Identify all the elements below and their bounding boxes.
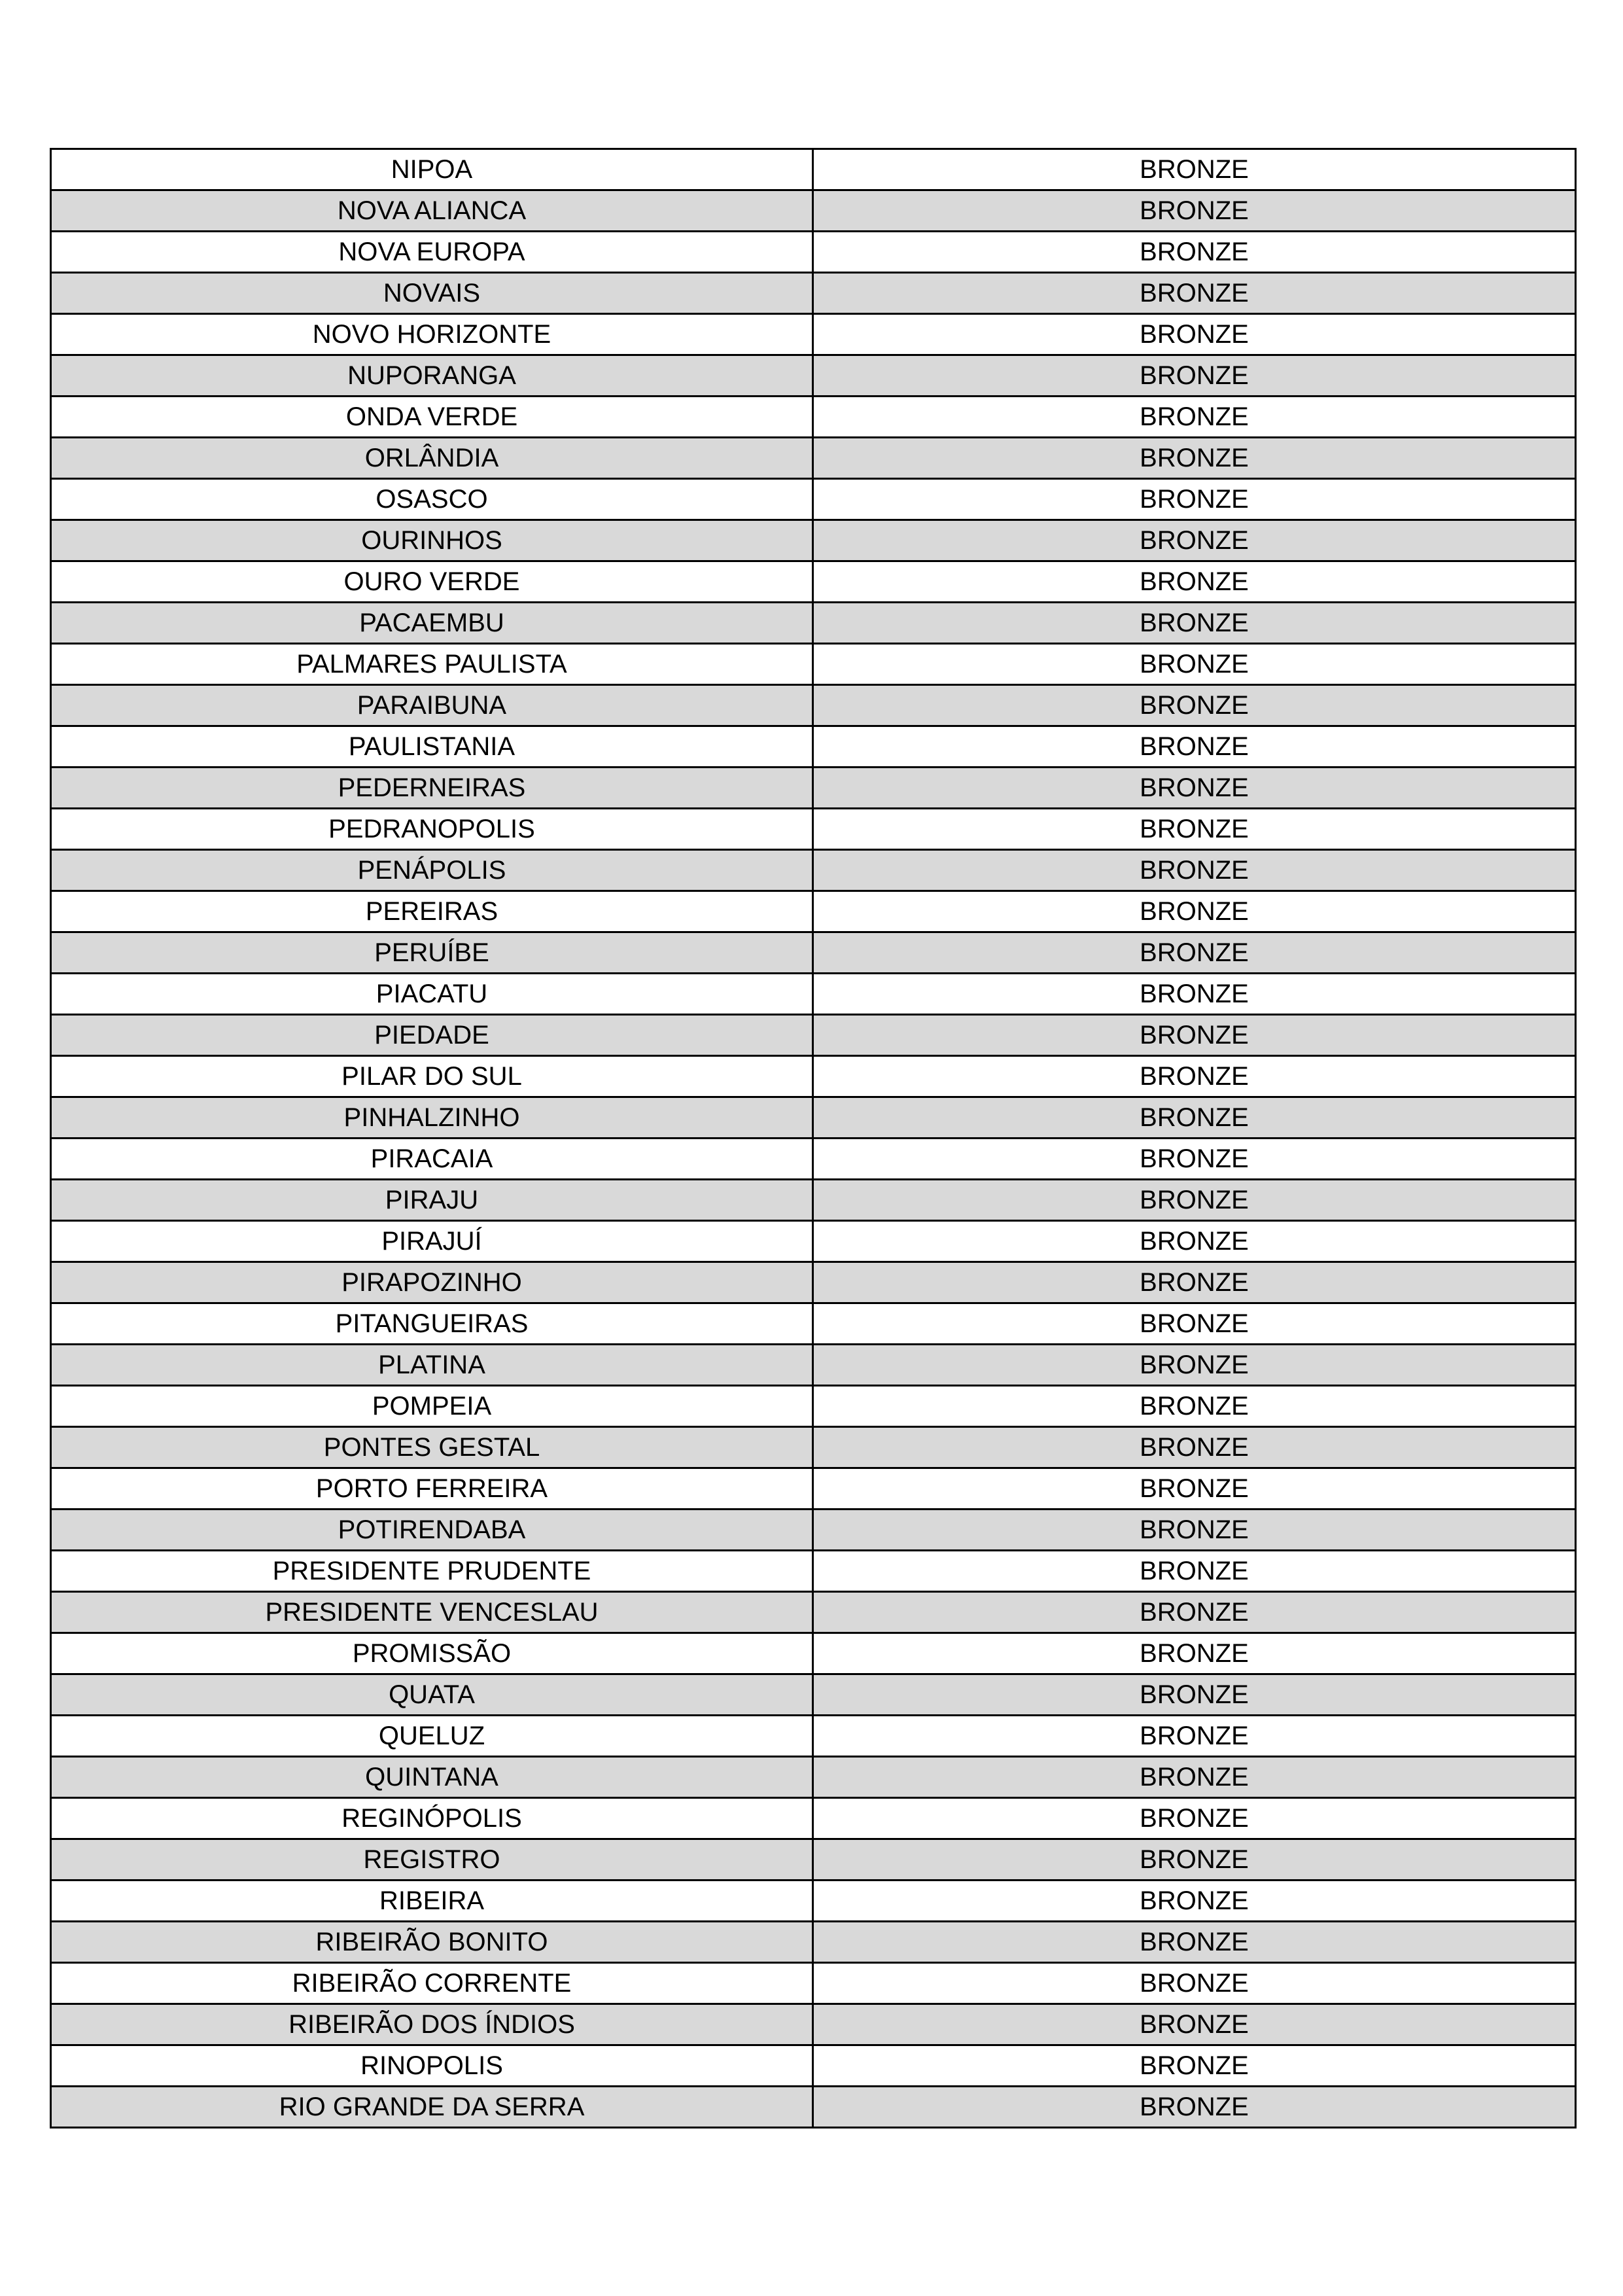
tier-cell: BRONZE [813,603,1576,644]
table-row [51,1386,1576,1427]
city-cell: PROMISSÃO [51,1633,813,1674]
table-row [51,1839,1576,1881]
table-row [51,1633,1576,1674]
tier-cell: BRONZE [813,520,1576,561]
tier-cell: BRONZE [813,273,1576,314]
city-cell: NIPOA [51,149,813,190]
tier-cell: BRONZE [813,1551,1576,1592]
table-row [51,355,1576,397]
city-cell: OSASCO [51,479,813,520]
table-row [51,561,1576,603]
tier-cell: BRONZE [813,1180,1576,1221]
tier-cell: BRONZE [813,1716,1576,1757]
tier-cell: BRONZE [813,1303,1576,1345]
table-row [51,1427,1576,1468]
table-row [51,1510,1576,1551]
table-row [51,520,1576,561]
table-row [51,232,1576,273]
table-row [51,1592,1576,1633]
city-cell: PEREIRAS [51,891,813,932]
tier-cell: BRONZE [813,1386,1576,1427]
tier-cell: BRONZE [813,561,1576,603]
city-cell: NOVA EUROPA [51,232,813,273]
city-cell: PIRACAIA [51,1139,813,1180]
tier-cell: BRONZE [813,1427,1576,1468]
city-cell: PIRAJU [51,1180,813,1221]
tier-cell: BRONZE [813,232,1576,273]
table-row [51,644,1576,685]
city-cell: QUELUZ [51,1716,813,1757]
tier-cell: BRONZE [813,768,1576,809]
table-row [51,479,1576,520]
table-row [51,438,1576,479]
city-cell: PLATINA [51,1345,813,1386]
city-cell: PIEDADE [51,1015,813,1056]
table-row [51,932,1576,974]
tier-cell: BRONZE [813,1798,1576,1839]
city-cell: RIBEIRÃO DOS ÍNDIOS [51,2004,813,2045]
tier-cell: BRONZE [813,314,1576,355]
tier-cell: BRONZE [813,1674,1576,1716]
city-cell: PORTO FERREIRA [51,1468,813,1510]
tier-cell: BRONZE [813,397,1576,438]
table-row [51,1881,1576,1922]
tier-cell: BRONZE [813,726,1576,768]
city-cell: PAULISTANIA [51,726,813,768]
table-row [51,149,1576,190]
tier-cell: BRONZE [813,149,1576,190]
tier-cell: BRONZE [813,1510,1576,1551]
table-row [51,1551,1576,1592]
tier-cell: BRONZE [813,1963,1576,2004]
tier-cell: BRONZE [813,1592,1576,1633]
tier-cell: BRONZE [813,1757,1576,1798]
table-row [51,891,1576,932]
tier-cell: BRONZE [813,1221,1576,1262]
tier-cell: BRONZE [813,932,1576,974]
tier-cell: BRONZE [813,355,1576,397]
table-body [51,149,1576,2128]
city-cell: REGISTRO [51,1839,813,1881]
table-row [51,273,1576,314]
table-row [51,685,1576,726]
table-row [51,1139,1576,1180]
city-cell: PACAEMBU [51,603,813,644]
table-row [51,1798,1576,1839]
city-cell: PIRAPOZINHO [51,1262,813,1303]
city-cell: PONTES GESTAL [51,1427,813,1468]
table-row [51,1716,1576,1757]
table-row [51,974,1576,1015]
city-cell: QUINTANA [51,1757,813,1798]
city-cell: REGINÓPOLIS [51,1798,813,1839]
tier-cell: BRONZE [813,1633,1576,1674]
tier-cell: BRONZE [813,1097,1576,1139]
city-tier-table [50,148,1577,2128]
table-row [51,1262,1576,1303]
tier-cell: BRONZE [813,1262,1576,1303]
city-cell: PRESIDENTE PRUDENTE [51,1551,813,1592]
tier-cell: BRONZE [813,438,1576,479]
city-cell: PILAR DO SUL [51,1056,813,1097]
tier-cell: BRONZE [813,1345,1576,1386]
city-cell: PITANGUEIRAS [51,1303,813,1345]
table-row [51,726,1576,768]
tier-cell: BRONZE [813,891,1576,932]
city-cell: RINOPOLIS [51,2045,813,2087]
city-cell: PEDRANOPOLIS [51,809,813,850]
table-row [51,1963,1576,2004]
table-row [51,2087,1576,2128]
city-cell: OURINHOS [51,520,813,561]
city-cell: PARAIBUNA [51,685,813,726]
tier-cell: BRONZE [813,850,1576,891]
table-row [51,1303,1576,1345]
table-row [51,1180,1576,1221]
table-row [51,768,1576,809]
table-row [51,850,1576,891]
table-row [51,1056,1576,1097]
city-cell: PIRAJUÍ [51,1221,813,1262]
table-row [51,1097,1576,1139]
tier-cell: BRONZE [813,1922,1576,1963]
city-cell: NOVAIS [51,273,813,314]
table-row [51,2045,1576,2087]
table-row [51,1468,1576,1510]
city-cell: NOVO HORIZONTE [51,314,813,355]
city-cell: PALMARES PAULISTA [51,644,813,685]
tier-cell: BRONZE [813,1839,1576,1881]
tier-cell: BRONZE [813,974,1576,1015]
table-row [51,1015,1576,1056]
tier-cell: BRONZE [813,190,1576,232]
table-row [51,603,1576,644]
city-cell: PRESIDENTE VENCESLAU [51,1592,813,1633]
tier-cell: BRONZE [813,1056,1576,1097]
tier-cell: BRONZE [813,644,1576,685]
tier-cell: BRONZE [813,2045,1576,2087]
city-cell: POMPEIA [51,1386,813,1427]
table-row [51,1922,1576,1963]
tier-cell: BRONZE [813,685,1576,726]
city-cell: QUATA [51,1674,813,1716]
city-cell: NUPORANGA [51,355,813,397]
city-cell: RIBEIRÃO CORRENTE [51,1963,813,2004]
city-cell: PENÁPOLIS [51,850,813,891]
tier-cell: BRONZE [813,1015,1576,1056]
city-cell: ONDA VERDE [51,397,813,438]
tier-cell: BRONZE [813,479,1576,520]
table-row [51,314,1576,355]
table-row [51,809,1576,850]
table-row [51,190,1576,232]
table-row [51,1221,1576,1262]
city-cell: ORLÂNDIA [51,438,813,479]
city-cell: RIO GRANDE DA SERRA [51,2087,813,2128]
tier-cell: BRONZE [813,1468,1576,1510]
city-cell: RIBEIRA [51,1881,813,1922]
city-cell: OURO VERDE [51,561,813,603]
table-row [51,1345,1576,1386]
table-row [51,1674,1576,1716]
city-cell: POTIRENDABA [51,1510,813,1551]
table-row [51,397,1576,438]
city-cell: PIACATU [51,974,813,1015]
tier-cell: BRONZE [813,2087,1576,2128]
tier-cell: BRONZE [813,1139,1576,1180]
tier-cell: BRONZE [813,1881,1576,1922]
tier-cell: BRONZE [813,809,1576,850]
city-cell: NOVA ALIANCA [51,190,813,232]
table-row [51,2004,1576,2045]
city-cell: PEDERNEIRAS [51,768,813,809]
tier-cell: BRONZE [813,2004,1576,2045]
table-row [51,1757,1576,1798]
city-cell: RIBEIRÃO BONITO [51,1922,813,1963]
city-cell: PERUÍBE [51,932,813,974]
city-cell: PINHALZINHO [51,1097,813,1139]
